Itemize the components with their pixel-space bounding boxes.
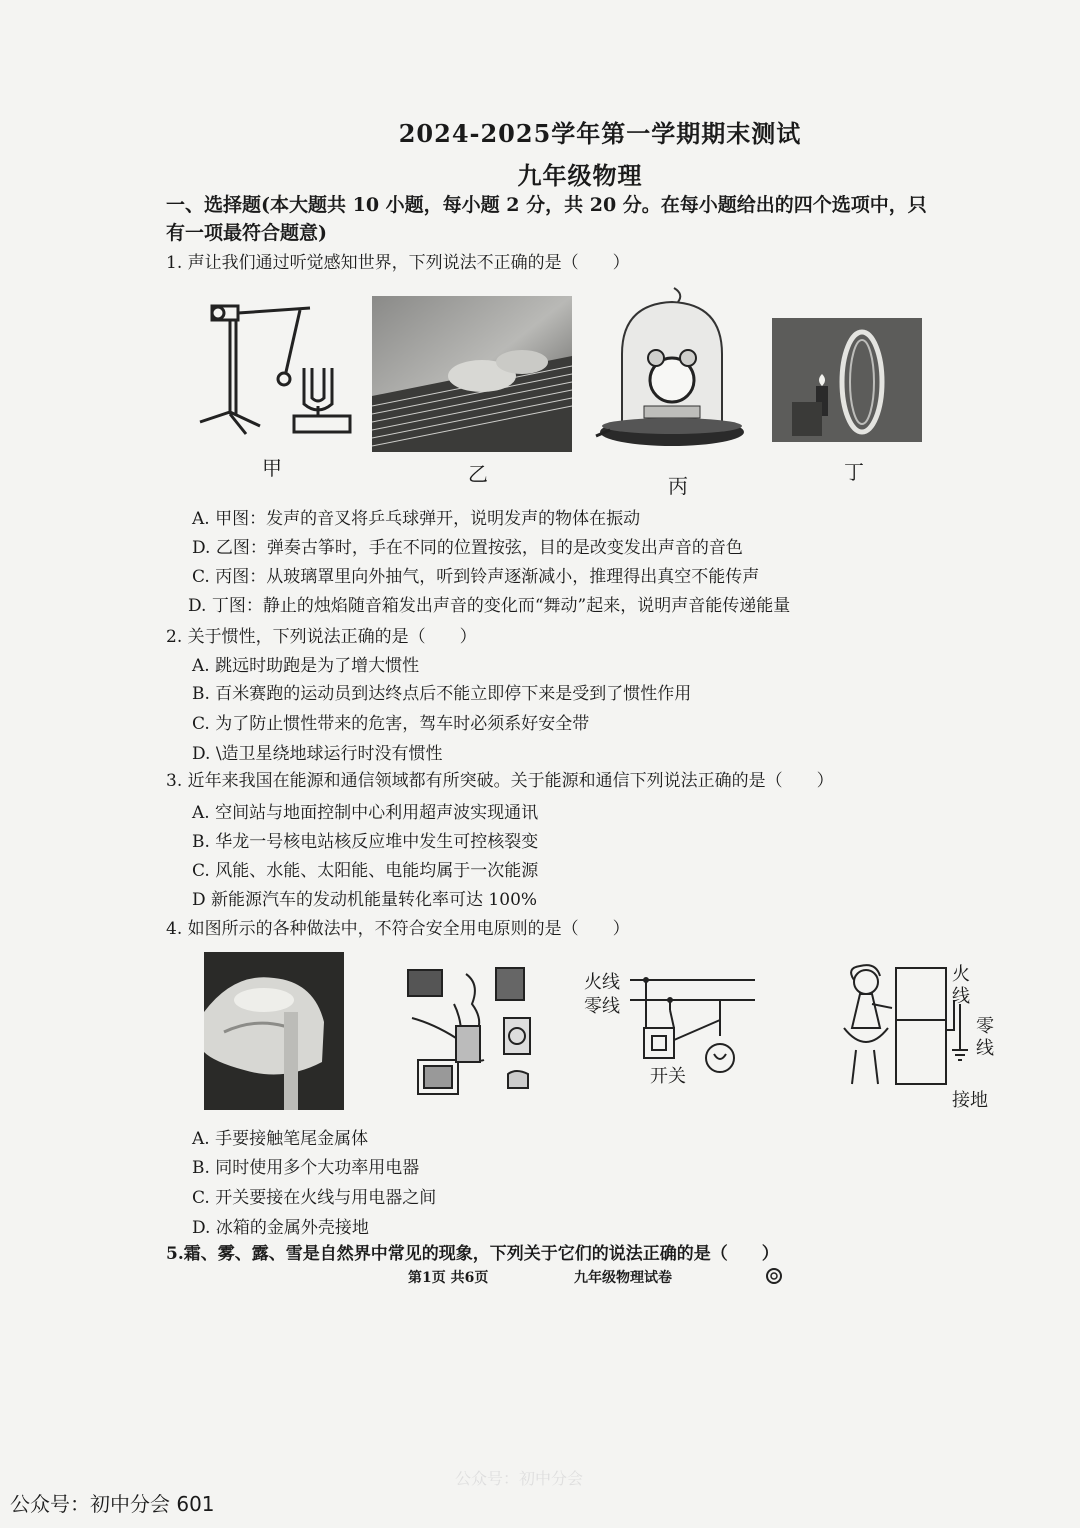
question-2-option-c: C. 为了防止惯性带来的危害，驾车时必须系好安全带	[192, 714, 590, 734]
question-2-option-a: A. 跳远时助跑是为了增大惯性	[192, 656, 420, 676]
circle-mark-icon	[764, 1266, 784, 1286]
figure-label-ding: 丁	[844, 460, 864, 484]
question-3-option-a: A. 空间站与地面控制中心利用超声波实现通讯	[192, 803, 539, 823]
section-heading-cont: 有一项最符合题意)	[166, 222, 327, 244]
tuning-fork-figure	[190, 294, 360, 444]
figure-label-yi: 乙	[468, 462, 488, 486]
question-3-option-d: D 新能源汽车的发动机能量转化率可达 100%	[192, 890, 538, 910]
question-1-option-d: D. 丁图：静止的烛焰随音箱发出声音的变化而“舞动”起来，说明声音能传递能量	[188, 596, 791, 616]
public-account-label: 公众号：初中分会 601	[10, 1492, 215, 1516]
guzheng-photo	[372, 296, 572, 452]
question-3-option-c: C. 风能、水能、太阳能、电能均属于一次能源	[192, 861, 539, 881]
paper-name: 九年级物理试卷	[574, 1270, 672, 1286]
question-4-stem: 4. 如图所示的各种做法中，不符合安全用电原则的是（ ）	[166, 919, 630, 939]
question-5-stem: 5.霜、雾、露、雪是自然界中常见的现象，下列关于它们的说法正确的是（ ）	[166, 1244, 779, 1264]
overloaded-socket-figure	[404, 964, 554, 1104]
fridge-grounding-figure	[826, 960, 1026, 1088]
question-1-option-b: D. 乙图：弹奏古筝时，手在不同的位置按弦，目的是改变发出声音的音色	[192, 538, 743, 558]
question-4-option-c: C. 开关要接在火线与用电器之间	[192, 1188, 437, 1208]
page-number: 第1页 共6页	[408, 1270, 489, 1286]
question-1-stem: 1. 声让我们通过听觉感知世界，下列说法不正确的是（ ）	[166, 253, 630, 273]
question-3-stem: 3. 近年来我国在能源和通信领域都有所突破。关于能源和通信下列说法正确的是（ ）	[166, 771, 834, 791]
label-fridge-neutral: 零 线	[976, 1016, 994, 1059]
question-2-option-b: B. 百米赛跑的运动员到达终点后不能立即停下来是受到了惯性作用	[192, 684, 692, 704]
question-4-option-a: A. 手要接触笔尾金属体	[192, 1129, 369, 1149]
exam-subtitle: 九年级物理	[517, 161, 643, 190]
label-switch: 开关	[650, 1066, 686, 1087]
test-pen-photo	[204, 952, 344, 1110]
watermark: 公众号：初中分会	[455, 1469, 584, 1488]
label-live-wire: 火线	[584, 972, 620, 993]
bell-jar-figure	[592, 284, 752, 464]
speaker-candle-photo	[772, 318, 922, 442]
section-heading: 一、选择题(本大题共 10 小题，每小题 2 分，共 20 分。在每小题给出的四个选项中，只	[166, 194, 927, 216]
question-4-option-b: B. 同时使用多个大功率用电器	[192, 1158, 420, 1178]
question-2-stem: 2. 关于惯性，下列说法正确的是（ ）	[166, 627, 477, 647]
question-2-option-d: D. \造卫星绕地球运行时没有惯性	[192, 744, 443, 764]
question-1-option-c: C. 丙图：从玻璃罩里向外抽气，听到铃声逐渐减小，推理得出真空不能传声	[192, 567, 760, 587]
label-neutral-wire: 零线	[584, 996, 620, 1017]
figure-label-jia: 甲	[262, 456, 282, 480]
label-fridge-live: 火 线	[952, 964, 970, 1007]
question-3-option-b: B. 华龙一号核电站核反应堆中发生可控核裂变	[192, 832, 539, 852]
label-ground: 接地	[952, 1090, 988, 1111]
exam-title: 2024-2025学年第一学期期末测试	[398, 119, 802, 148]
question-1-option-a: A. 甲图：发声的音叉将乒乓球弹开，说明发声的物体在振动	[192, 509, 641, 529]
question-4-option-d: D. 冰箱的金属外壳接地	[192, 1218, 369, 1238]
figure-label-bing: 丙	[668, 474, 688, 498]
